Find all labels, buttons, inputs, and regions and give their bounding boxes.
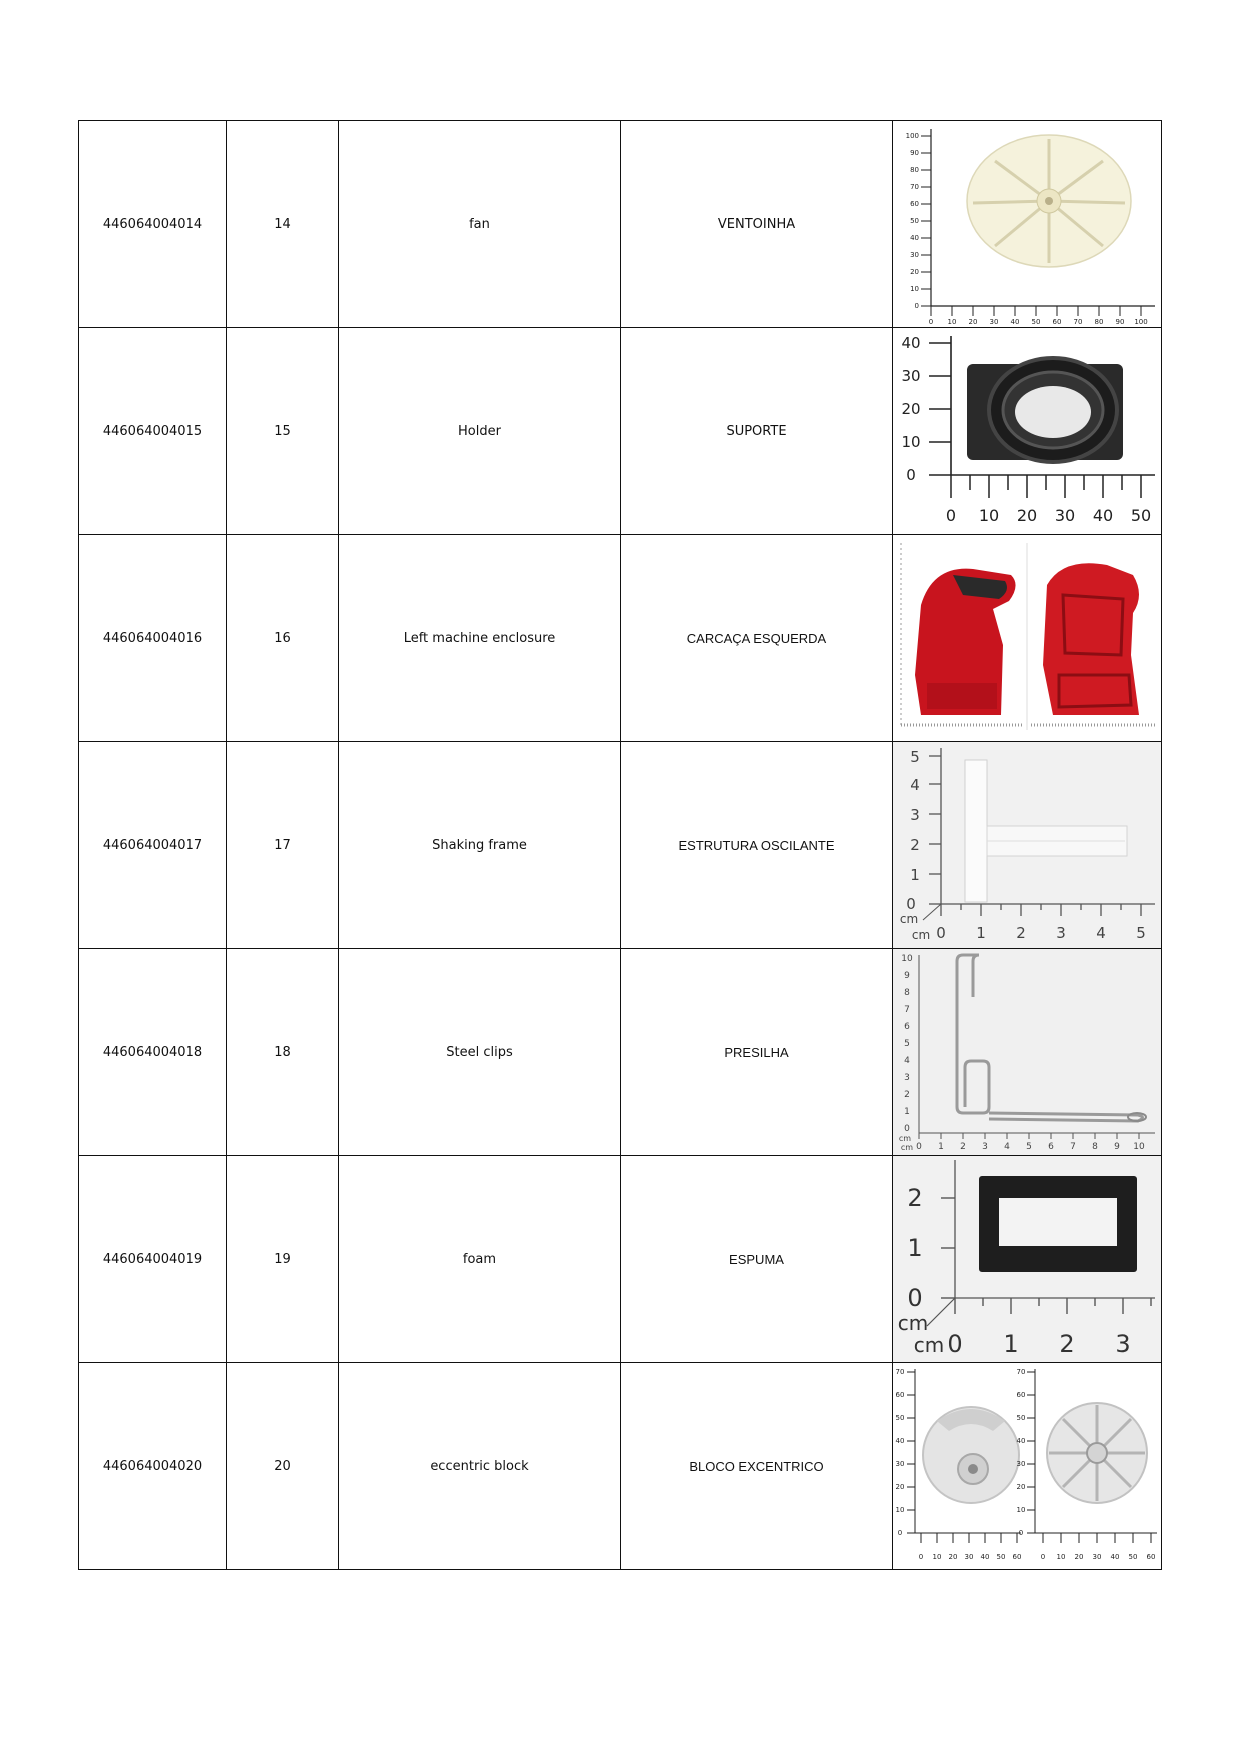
scale-y-label: 20: [895, 1483, 905, 1491]
part-code: 446064004018: [79, 949, 227, 1156]
position-number: 17: [227, 742, 339, 949]
scale-x-label: 40: [980, 1553, 990, 1561]
scale-y-label: 40: [901, 334, 921, 352]
table-row: [79, 535, 1162, 742]
scale-x-label: 60: [1146, 1553, 1156, 1561]
part-code: 446064004014: [79, 121, 227, 328]
description-en: fan: [339, 121, 621, 328]
table-row: [79, 742, 1162, 949]
description-pt: ESPUMA: [621, 1156, 893, 1363]
scale-y-label: 70: [895, 1368, 905, 1376]
part-code: 446064004016: [79, 535, 227, 742]
shaking-frame-photo: [893, 742, 1161, 948]
table-row: [79, 949, 1162, 1156]
scale-x-label: 2: [960, 1142, 966, 1152]
scale-x-label: 1: [976, 924, 986, 942]
scale-y-label: 4: [910, 776, 920, 794]
part-photo: [893, 328, 1162, 535]
part-code: 446064004019: [79, 1156, 227, 1363]
scale-unit-label: cm: [897, 1311, 929, 1335]
scale-x-label: 0: [936, 924, 946, 942]
scale-y-label: 8: [904, 988, 910, 998]
scale-y-label: 0: [1018, 1529, 1024, 1537]
scale-x-label: 90: [1115, 318, 1125, 326]
scale-x-label: 70: [1073, 318, 1083, 326]
scale-x-label: 10: [932, 1553, 942, 1561]
part-photo: [893, 949, 1162, 1156]
scale-y-label: 30: [910, 251, 919, 259]
scale-y-label: 3: [910, 806, 920, 824]
scale-unit-label: cm: [911, 928, 931, 942]
scale-y-label: 100: [905, 132, 919, 140]
scale-x-label: 3: [982, 1142, 988, 1152]
scale-y-label: 2: [910, 836, 920, 854]
scale-y-label: 1: [904, 1107, 910, 1117]
scale-x-label: 10: [1133, 1142, 1145, 1152]
scale-y-label: 70: [1016, 1368, 1026, 1376]
part-photo: [893, 742, 1162, 949]
scale-y-label: 2: [907, 1184, 923, 1212]
scale-x-label: 0: [928, 318, 934, 326]
scale-y-label: 60: [1016, 1391, 1026, 1399]
scale-y-label: 1: [907, 1234, 923, 1262]
part-code: 446064004017: [79, 742, 227, 949]
description-pt: SUPORTE: [621, 328, 893, 535]
scale-x-label: 100: [1134, 318, 1148, 326]
position-number: 19: [227, 1156, 339, 1363]
scale-x-label: 9: [1114, 1142, 1120, 1152]
scale-unit-label: cm: [898, 1134, 912, 1143]
scale-y-label: 2: [904, 1090, 910, 1100]
scale-y-label: 6: [904, 1022, 910, 1032]
scale-unit-label: cm: [913, 1333, 945, 1357]
scale-y-label: 40: [1016, 1437, 1026, 1445]
scale-x-label: 2: [1016, 924, 1026, 942]
description-en: Shaking frame: [339, 742, 621, 949]
scale-y-label: 30: [895, 1460, 905, 1468]
description-en: Left machine enclosure: [339, 535, 621, 742]
scale-y-label: 0: [897, 1529, 903, 1537]
scale-x-label: 50: [1031, 318, 1041, 326]
scale-y-label: 90: [910, 149, 919, 157]
scale-x-label: 5: [1026, 1142, 1032, 1152]
scale-y-label: 9: [904, 971, 910, 981]
scale-y-label: 0: [914, 302, 919, 310]
description-en: Steel clips: [339, 949, 621, 1156]
holder-photo: [893, 328, 1161, 534]
scale-x-label: 1: [1003, 1330, 1019, 1358]
scale-y-label: 0: [906, 466, 916, 484]
scale-y-label: 40: [910, 234, 919, 242]
scale-x-label: 5: [1136, 924, 1146, 942]
description-pt: VENTOINHA: [621, 121, 893, 328]
scale-x-label: 0: [945, 506, 957, 525]
position-number: 18: [227, 949, 339, 1156]
scale-y-label: 30: [1016, 1460, 1026, 1468]
scale-x-label: 20: [1074, 1553, 1084, 1561]
scale-x-label: 40: [1010, 318, 1020, 326]
table-row: [79, 328, 1162, 535]
scale-x-label: 1: [938, 1142, 944, 1152]
scale-y-label: 10: [910, 285, 919, 293]
scale-y-label: 40: [895, 1437, 905, 1445]
part-code: 446064004015: [79, 328, 227, 535]
eccentric-block-photo: [893, 1363, 1161, 1569]
scale-x-label: 20: [968, 318, 978, 326]
scale-x-label: 80: [1094, 318, 1104, 326]
position-number: 14: [227, 121, 339, 328]
scale-x-label: 20: [1016, 506, 1038, 525]
scale-y-label: 10: [901, 433, 921, 451]
position-number: 15: [227, 328, 339, 535]
part-photo: [893, 121, 1162, 328]
scale-x-label: 4: [1004, 1142, 1010, 1152]
scale-unit-label: cm: [899, 912, 919, 926]
fan-photo: [893, 121, 1161, 327]
steel-clip-photo: [893, 949, 1161, 1155]
scale-y-label: 5: [910, 748, 920, 766]
scale-x-label: 6: [1048, 1142, 1054, 1152]
scale-x-label: 3: [1115, 1330, 1131, 1358]
part-code: 446064004020: [79, 1363, 227, 1570]
scale-y-label: 60: [895, 1391, 905, 1399]
scale-y-label: 20: [1016, 1483, 1026, 1491]
position-number: 16: [227, 535, 339, 742]
scale-y-label: 7: [904, 1005, 910, 1015]
scale-x-label: 2: [1059, 1330, 1075, 1358]
scale-y-label: 1: [910, 866, 920, 884]
scale-x-label: 0: [947, 1330, 963, 1358]
description-pt: BLOCO EXCENTRICO: [621, 1363, 893, 1570]
part-photo: [893, 1363, 1162, 1570]
position-number: 20: [227, 1363, 339, 1570]
scale-y-label: 5: [904, 1039, 910, 1049]
scale-x-label: 60: [1052, 318, 1062, 326]
scale-y-label: 30: [901, 367, 921, 385]
description-pt: PRESILHA: [621, 949, 893, 1156]
scale-x-label: 8: [1092, 1142, 1098, 1152]
description-en: eccentric block: [339, 1363, 621, 1570]
part-photo: [893, 535, 1162, 742]
scale-y-label: 0: [906, 895, 916, 913]
description-en: Holder: [339, 328, 621, 535]
scale-x-label: 3: [1056, 924, 1066, 942]
description-en: foam: [339, 1156, 621, 1363]
part-photo: [893, 1156, 1162, 1363]
scale-x-label: 10: [1056, 1553, 1066, 1561]
table-row: [79, 1156, 1162, 1363]
scale-x-label: 30: [1092, 1553, 1102, 1561]
scale-x-label: 50: [1130, 506, 1152, 525]
scale-y-label: 70: [910, 183, 919, 191]
scale-y-label: 50: [895, 1414, 905, 1422]
scale-x-label: 10: [947, 318, 957, 326]
scale-x-label: 20: [948, 1553, 958, 1561]
scale-y-label: 50: [910, 217, 919, 225]
enclosure-photo: [893, 535, 1161, 741]
scale-x-label: 7: [1070, 1142, 1076, 1152]
scale-x-label: 30: [964, 1553, 974, 1561]
scale-y-label: 4: [904, 1056, 910, 1066]
scale-y-label: 50: [1016, 1414, 1026, 1422]
scale-y-label: 80: [910, 166, 919, 174]
scale-x-label: 40: [1092, 506, 1114, 525]
parts-table: [78, 120, 1162, 1570]
scale-y-label: 3: [904, 1073, 910, 1083]
description-pt: CARCAÇA ESQUERDA: [621, 535, 893, 742]
scale-y-label: 20: [901, 400, 921, 418]
scale-x-label: 30: [1054, 506, 1076, 525]
scale-x-label: 30: [989, 318, 999, 326]
scale-x-label: 60: [1012, 1553, 1022, 1561]
scale-y-label: 20: [910, 268, 919, 276]
scale-y-label: 60: [910, 200, 919, 208]
scale-y-label: 0: [904, 1124, 910, 1134]
table-row: [79, 121, 1162, 328]
foam-photo: [893, 1156, 1161, 1362]
scale-x-label: 40: [1110, 1553, 1120, 1561]
scale-x-label: 0: [918, 1553, 924, 1561]
scale-x-label: 0: [1040, 1553, 1046, 1561]
scale-x-label: 4: [1096, 924, 1106, 942]
description-pt: ESTRUTURA OSCILANTE: [621, 742, 893, 949]
scale-y-label: 10: [895, 1506, 905, 1514]
scale-y-label: 10: [1016, 1506, 1026, 1514]
table-row: [79, 1363, 1162, 1570]
scale-y-label: 0: [907, 1284, 923, 1312]
scale-x-label: 50: [996, 1553, 1006, 1561]
scale-unit-label: cm: [900, 1143, 914, 1152]
scale-x-label: 0: [916, 1142, 922, 1152]
scale-y-label: 10: [901, 954, 913, 964]
scale-x-label: 10: [978, 506, 1000, 525]
scale-x-label: 50: [1128, 1553, 1138, 1561]
